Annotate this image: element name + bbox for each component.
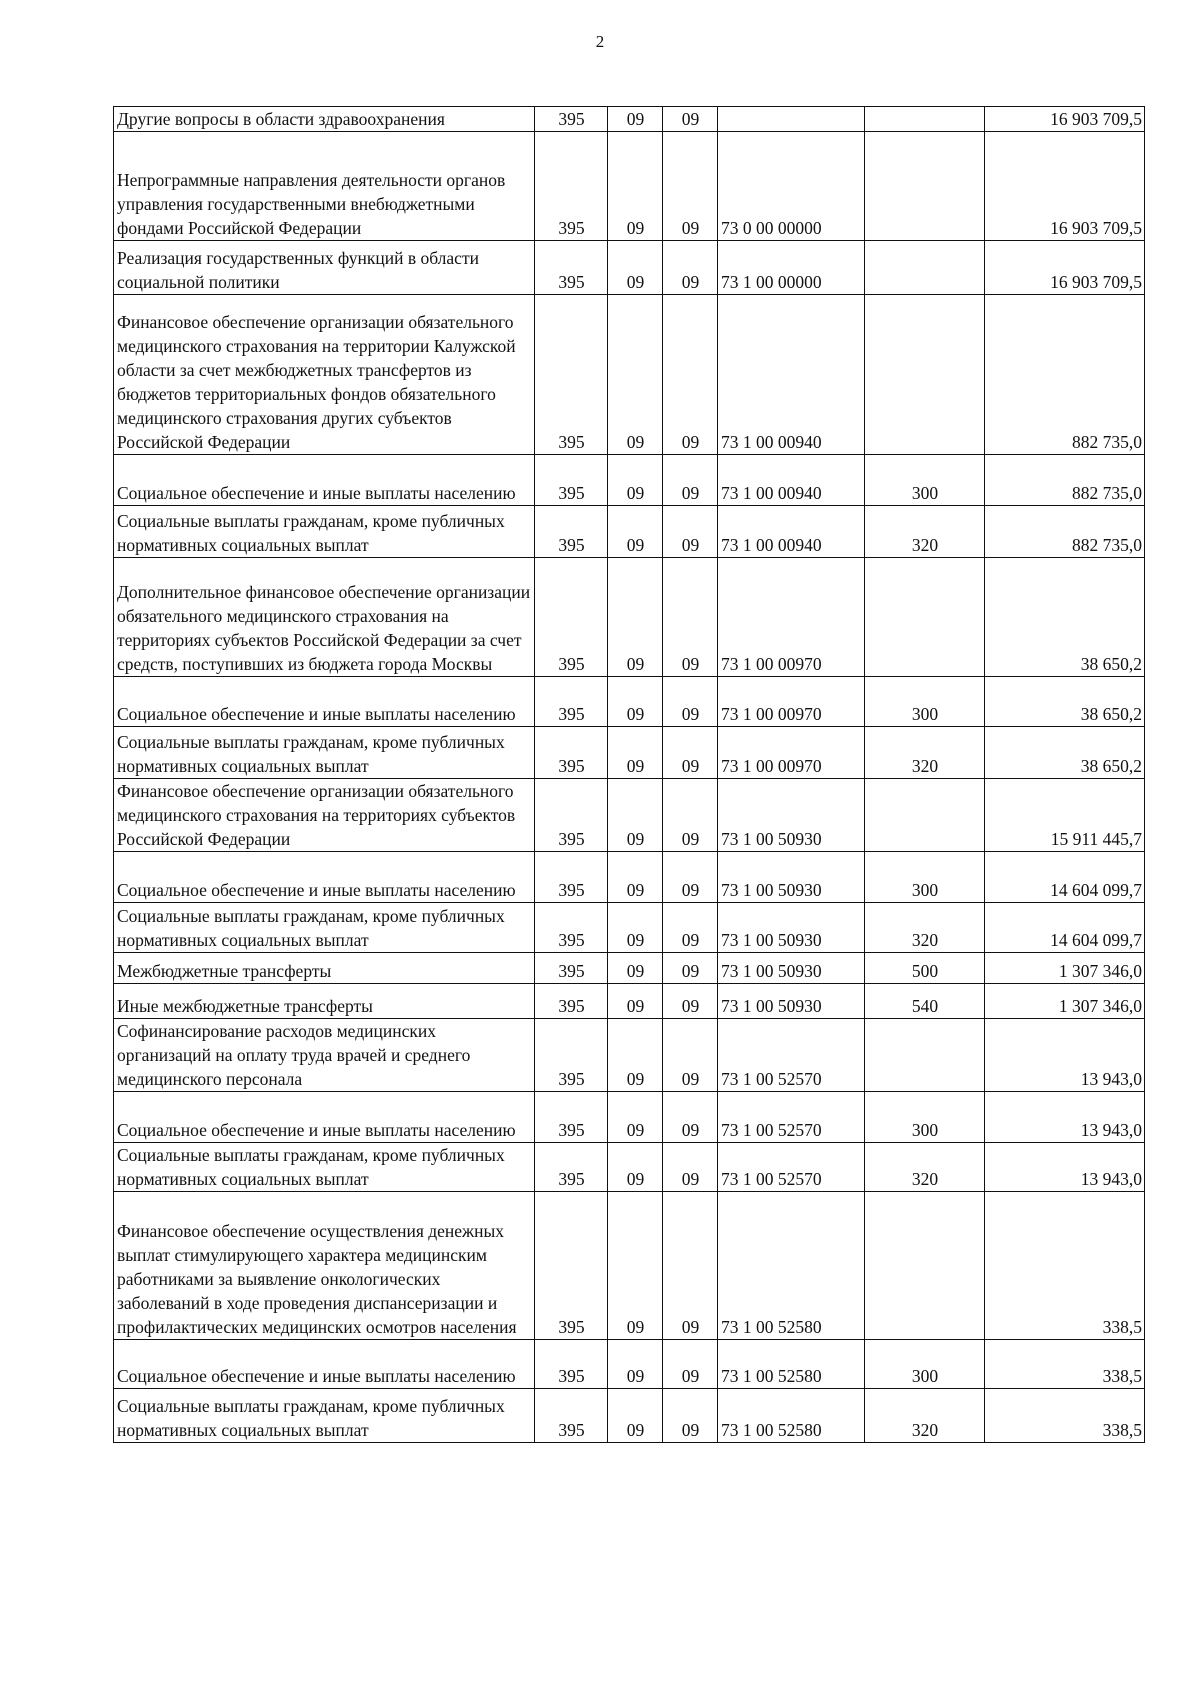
row-name: Непрограммные направления деятельности органов управления государственными внебюджетными фондами Российской Федерации <box>114 132 535 241</box>
target-article-code: 73 1 00 00970 <box>718 558 865 677</box>
row-name: Социальное обеспечение и иные выплаты населению <box>114 852 535 903</box>
budget-table <box>113 106 1145 1443</box>
section-code: 09 <box>608 241 663 295</box>
target-article-code: 73 1 00 50930 <box>718 903 865 953</box>
chief-admin-code: 395 <box>535 295 608 455</box>
chief-admin-code: 395 <box>535 953 608 984</box>
row-name: Реализация государственных функций в области социальной политики <box>114 241 535 295</box>
row-name: Социальные выплаты гражданам, кроме публичных нормативных социальных выплат <box>114 727 535 779</box>
section-code: 09 <box>608 1192 663 1340</box>
chief-admin-code: 395 <box>535 455 608 506</box>
row-name: Социальные выплаты гражданам, кроме публичных нормативных социальных выплат <box>114 506 535 558</box>
chief-admin-code: 395 <box>535 1389 608 1443</box>
expense-type-code: 320 <box>865 1143 985 1192</box>
subsection-code: 09 <box>663 903 718 953</box>
table-row <box>114 107 1145 132</box>
chief-admin-code: 395 <box>535 852 608 903</box>
row-name: Дополнительное финансовое обеспечение организации обязательного медицинского страхования на территориях субъектов Российской Федерации за счет средств, поступивших из бюджета города Москвы <box>114 558 535 677</box>
section-code: 09 <box>608 903 663 953</box>
chief-admin-code: 395 <box>535 727 608 779</box>
subsection-code: 09 <box>663 1092 718 1143</box>
chief-admin-code: 395 <box>535 107 608 132</box>
expense-type-code <box>865 107 985 132</box>
target-article-code: 73 1 00 52580 <box>718 1389 865 1443</box>
row-name: Социальное обеспечение и иные выплаты населению <box>114 455 535 506</box>
amount-value: 338,5 <box>985 1389 1145 1443</box>
amount-value: 16 903 709,5 <box>985 132 1145 241</box>
section-code: 09 <box>608 506 663 558</box>
subsection-code: 09 <box>663 107 718 132</box>
amount-value: 338,5 <box>985 1192 1145 1340</box>
row-name: Финансовое обеспечение организации обязательного медицинского страхования на территориях субъектов Российской Федерации <box>114 779 535 852</box>
table-row <box>114 727 1145 779</box>
amount-value: 13 943,0 <box>985 1143 1145 1192</box>
subsection-code: 09 <box>663 677 718 727</box>
expense-type-code: 540 <box>865 984 985 1019</box>
section-code: 09 <box>608 953 663 984</box>
row-name: Социальное обеспечение и иные выплаты населению <box>114 1092 535 1143</box>
table-row <box>114 455 1145 506</box>
table-row <box>114 506 1145 558</box>
section-code: 09 <box>608 558 663 677</box>
table-row <box>114 779 1145 852</box>
section-code: 09 <box>608 455 663 506</box>
table-row <box>114 1019 1145 1092</box>
row-name: Финансовое обеспечение организации обязательного медицинского страхования на территории Калужской области за счет межбюджетных трансфертов из бюджетов территориальных фондов обязательного медицинского страхования других субъектов Российской Федерации <box>114 295 535 455</box>
section-code: 09 <box>608 107 663 132</box>
amount-value: 15 911 445,7 <box>985 779 1145 852</box>
amount-value: 882 735,0 <box>985 295 1145 455</box>
expense-type-code: 300 <box>865 1340 985 1389</box>
target-article-code: 73 1 00 00940 <box>718 295 865 455</box>
table-row <box>114 1389 1145 1443</box>
table-row <box>114 677 1145 727</box>
amount-value: 38 650,2 <box>985 677 1145 727</box>
row-name: Межбюджетные трансферты <box>114 953 535 984</box>
subsection-code: 09 <box>663 779 718 852</box>
chief-admin-code: 395 <box>535 241 608 295</box>
row-name: Социальные выплаты гражданам, кроме публичных нормативных социальных выплат <box>114 1389 535 1443</box>
subsection-code: 09 <box>663 506 718 558</box>
section-code: 09 <box>608 295 663 455</box>
chief-admin-code: 395 <box>535 558 608 677</box>
chief-admin-code: 395 <box>535 677 608 727</box>
expense-type-code: 320 <box>865 1389 985 1443</box>
target-article-code: 73 1 00 00970 <box>718 677 865 727</box>
target-article-code: 73 1 00 50930 <box>718 984 865 1019</box>
amount-value: 882 735,0 <box>985 455 1145 506</box>
target-article-code <box>718 107 865 132</box>
expense-type-code <box>865 241 985 295</box>
expense-type-code: 300 <box>865 455 985 506</box>
amount-value: 16 903 709,5 <box>985 241 1145 295</box>
chief-admin-code: 395 <box>535 984 608 1019</box>
subsection-code: 09 <box>663 1389 718 1443</box>
chief-admin-code: 395 <box>535 132 608 241</box>
expense-type-code <box>865 1019 985 1092</box>
expense-type-code: 300 <box>865 852 985 903</box>
subsection-code: 09 <box>663 455 718 506</box>
section-code: 09 <box>608 984 663 1019</box>
target-article-code: 73 1 00 50930 <box>718 852 865 903</box>
target-article-code: 73 1 00 50930 <box>718 779 865 852</box>
expense-type-code: 500 <box>865 953 985 984</box>
expense-type-code: 300 <box>865 1092 985 1143</box>
section-code: 09 <box>608 852 663 903</box>
amount-value: 13 943,0 <box>985 1092 1145 1143</box>
subsection-code: 09 <box>663 1019 718 1092</box>
subsection-code: 09 <box>663 1143 718 1192</box>
subsection-code: 09 <box>663 984 718 1019</box>
target-article-code: 73 1 00 52580 <box>718 1192 865 1340</box>
row-name: Софинансирование расходов медицинских организаций на оплату труда врачей и среднего медицинского персонала <box>114 1019 535 1092</box>
subsection-code: 09 <box>663 953 718 984</box>
amount-value: 1 307 346,0 <box>985 984 1145 1019</box>
section-code: 09 <box>608 1092 663 1143</box>
expense-type-code <box>865 295 985 455</box>
subsection-code: 09 <box>663 727 718 779</box>
amount-value: 14 604 099,7 <box>985 903 1145 953</box>
section-code: 09 <box>608 1340 663 1389</box>
table-row <box>114 903 1145 953</box>
subsection-code: 09 <box>663 132 718 241</box>
target-article-code: 73 0 00 00000 <box>718 132 865 241</box>
row-name: Социальное обеспечение и иные выплаты населению <box>114 677 535 727</box>
expense-type-code: 320 <box>865 727 985 779</box>
section-code: 09 <box>608 677 663 727</box>
amount-value: 16 903 709,5 <box>985 107 1145 132</box>
amount-value: 38 650,2 <box>985 558 1145 677</box>
chief-admin-code: 395 <box>535 903 608 953</box>
target-article-code: 73 1 00 00940 <box>718 455 865 506</box>
table-row <box>114 984 1145 1019</box>
table-row <box>114 1192 1145 1340</box>
target-article-code: 73 1 00 52570 <box>718 1143 865 1192</box>
expense-type-code: 320 <box>865 903 985 953</box>
amount-value: 338,5 <box>985 1340 1145 1389</box>
table-row <box>114 241 1145 295</box>
chief-admin-code: 395 <box>535 1092 608 1143</box>
subsection-code: 09 <box>663 558 718 677</box>
section-code: 09 <box>608 1019 663 1092</box>
amount-value: 14 604 099,7 <box>985 852 1145 903</box>
target-article-code: 73 1 00 00970 <box>718 727 865 779</box>
row-name: Иные межбюджетные трансферты <box>114 984 535 1019</box>
target-article-code: 73 1 00 00000 <box>718 241 865 295</box>
expense-type-code <box>865 1192 985 1340</box>
amount-value: 13 943,0 <box>985 1019 1145 1092</box>
chief-admin-code: 395 <box>535 779 608 852</box>
amount-value: 1 307 346,0 <box>985 953 1145 984</box>
section-code: 09 <box>608 727 663 779</box>
table-row <box>114 852 1145 903</box>
subsection-code: 09 <box>663 295 718 455</box>
subsection-code: 09 <box>663 1340 718 1389</box>
chief-admin-code: 395 <box>535 506 608 558</box>
section-code: 09 <box>608 132 663 241</box>
subsection-code: 09 <box>663 241 718 295</box>
row-name: Социальные выплаты гражданам, кроме публичных нормативных социальных выплат <box>114 903 535 953</box>
section-code: 09 <box>608 1143 663 1192</box>
table-row <box>114 953 1145 984</box>
table-row <box>114 558 1145 677</box>
row-name: Финансовое обеспечение осуществления денежных выплат стимулирующего характера медицинским работниками за выявление онкологических заболеваний в ходе проведения диспансеризации и профилактических медицинских осмотров населения <box>114 1192 535 1340</box>
table-row <box>114 1340 1145 1389</box>
section-code: 09 <box>608 1389 663 1443</box>
table-row <box>114 1092 1145 1143</box>
section-code: 09 <box>608 779 663 852</box>
chief-admin-code: 395 <box>535 1192 608 1340</box>
expense-type-code: 300 <box>865 677 985 727</box>
row-name: Социальные выплаты гражданам, кроме публичных нормативных социальных выплат <box>114 1143 535 1192</box>
table-row <box>114 1143 1145 1192</box>
row-name: Другие вопросы в области здравоохранения <box>114 107 535 132</box>
expense-type-code: 320 <box>865 506 985 558</box>
table-row <box>114 295 1145 455</box>
expense-type-code <box>865 558 985 677</box>
target-article-code: 73 1 00 50930 <box>718 953 865 984</box>
chief-admin-code: 395 <box>535 1019 608 1092</box>
target-article-code: 73 1 00 52570 <box>718 1019 865 1092</box>
chief-admin-code: 395 <box>535 1340 608 1389</box>
expense-type-code <box>865 132 985 241</box>
chief-admin-code: 395 <box>535 1143 608 1192</box>
expense-type-code <box>865 779 985 852</box>
target-article-code: 73 1 00 52570 <box>718 1092 865 1143</box>
amount-value: 38 650,2 <box>985 727 1145 779</box>
row-name: Социальное обеспечение и иные выплаты населению <box>114 1340 535 1389</box>
target-article-code: 73 1 00 00940 <box>718 506 865 558</box>
target-article-code: 73 1 00 52580 <box>718 1340 865 1389</box>
amount-value: 882 735,0 <box>985 506 1145 558</box>
table-row <box>114 132 1145 241</box>
subsection-code: 09 <box>663 852 718 903</box>
page-number: 2 <box>595 32 605 51</box>
subsection-code: 09 <box>663 1192 718 1340</box>
